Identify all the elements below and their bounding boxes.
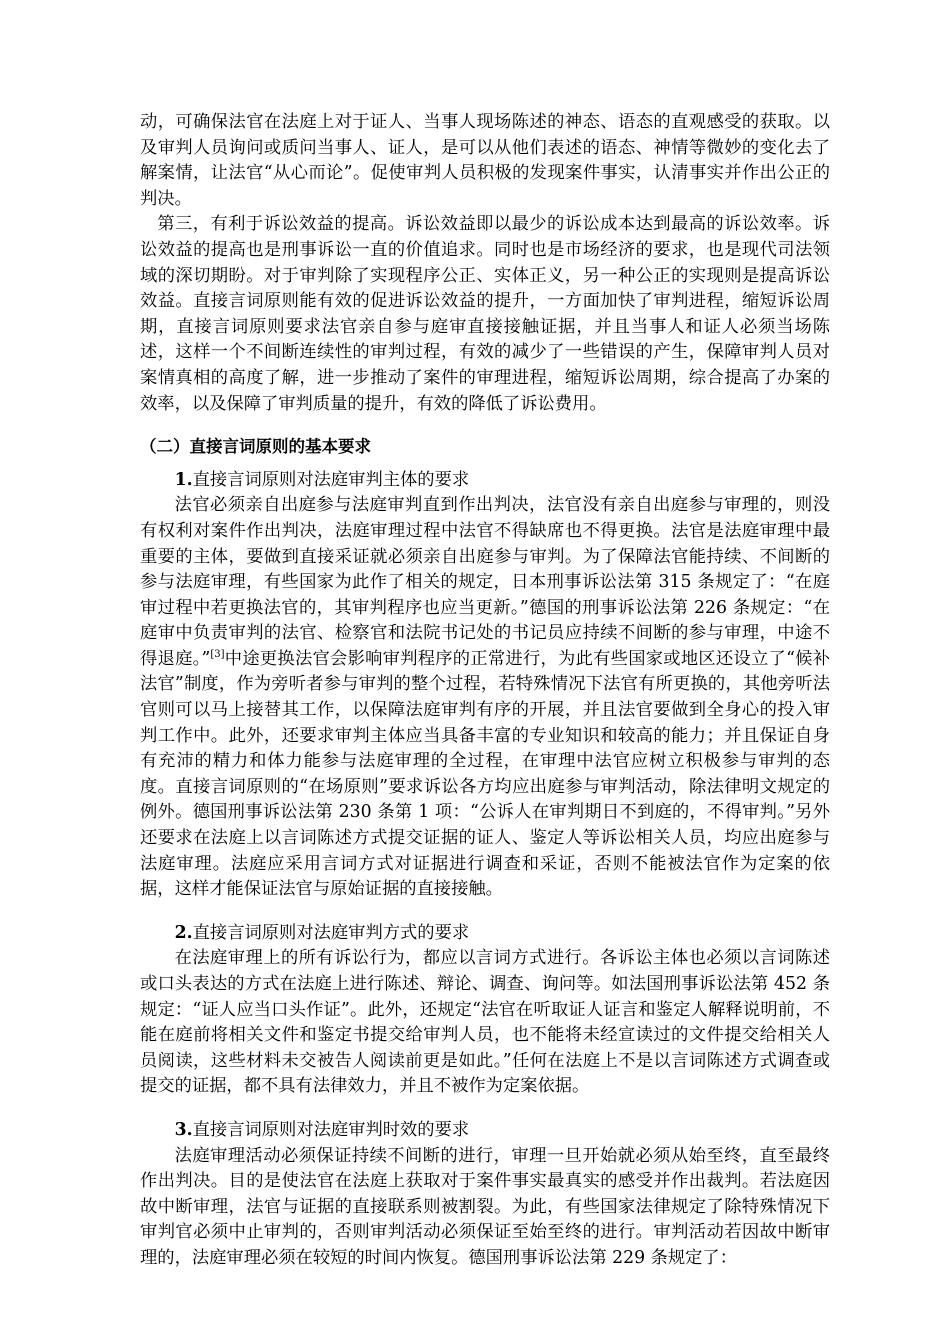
subheading-1-title: 直接言词原则对法庭审判主体的要求 [192,469,470,490]
subheading-3 [140,1118,830,1144]
subheading-2-number: 2. [174,922,193,943]
subheading-3-title: 直接言词原则对法庭审判时效的要求 [192,1119,470,1140]
sub1-body-part-a: 法官必须亲自出庭参与法庭审判直到作出判决，法官没有亲自出庭参与审理的，则没有权利对案件作出判决，法庭审理过程中法官不得缺席也不得更换。法官是法庭审理中最重要的主体，要做到直接采证就必须亲自出庭参与审判。为了保障法官能持续、不间断的参与法庭审理，有些国家为此作了相关的规定，日本刑事诉讼法第 315 条规定了：“在庭审过程中若更换法官的，其审判程序也应当更新。”德国的刑事诉讼法第 226 条规定：“在庭审中负责审判的法官、检察官和法院书记处的书记员应持续不间断的参与审理，中途不得退庭。” [140,495,830,669]
footnote-reference[interactable]: [3] [210,649,225,661]
sub1-body-part-b: 中途更换法官会影响审判程序的正常进行，为此有些国家或地区还设立了“候补法官”制度，作为旁听者参与审判的整个过程，若特殊情况下法官有所更换的，其他旁听法官则可以马上接替其工作，以保障法庭审判有序的开展，并且法官要做到全身心的投入审判工作中。此外，还要求审判主体应当具备丰富的专业知识和较高的能力；并且保证自身有充沛的精力和体力能参与法庭审理的全过程，在审理中法官应树立积极参与审判的态度。直接言词原则的“在场原则”要求诉讼各方均应出庭参与审判活动，除法律明文规定的例外。德国刑事诉讼法第 230 条第 1 项：“公诉人在审判期日不到庭的，不得审判。”另外还要求在法庭上以言词陈述方式提交证据的证人、鉴定人等诉讼相关人员，均应出庭参与法庭审理。法庭应采用言词方式对证据进行调查和采证，否则不能被法官作为定案的依据，这样才能保证法官与原始证据的直接接触。 [140,648,830,900]
section-heading: （二）直接言词原则的基本要求 [140,437,371,457]
paragraph-sub1-body [140,493,830,903]
paragraph-third-point: 第三，有利于诉讼效益的提高。诉讼效益即以最少的诉讼成本达到最高的诉讼效率。诉讼效益的提高也是刑事诉讼一直的价值追求。同时也是市场经济的要求，也是现代司法领域的深切期盼。对于审判除了实现程序公正、实体正义，另一种公正的实现则是提高诉讼效益。直接言词原则能有效的促进诉讼效益的提升，一方面加快了审判进程，缩短诉讼周期，直接言词原则要求法官亲自参与庭审直接接触证据，并且当事人和证人必须当场陈述，这样一个不间断连续性的审判过程，有效的减少了一些错误的产生，保障审判人员对案情真相的高度了解，进一步推动了案件的审理进程，缩短诉讼周期，综合提高了办案的效率，以及保障了审判质量的提升，有效的降低了诉讼费用。 [140,214,830,414]
subheading-2-title: 直接言词原则对法庭审判方式的要求 [192,922,470,943]
document-page [140,110,830,1272]
subheading-3-number: 3. [174,1119,193,1140]
spacer [140,1100,830,1110]
paragraph-sub2-body: 在法庭审理上的所有诉讼行为，都应以言词方式进行。各诉讼主体也必须以言词陈述或口头表达的方式在法庭上进行陈述、辩论、调查、询问等。如法国刑事诉讼法第 452 条规定：“证人应当口头作证”。此外，还规定“法官在听取证人证言和鉴定人解释说明前，不能在庭前将相关文件和鉴定书提交给审判人员，也不能将未经宣读过的文件提交给相关人员阅读，这些材料未交被告人阅读前更是如此。”任何在法庭上不是以言词陈述方式调查或提交的证据，都不具有法律效力，并且不被作为定案依据。 [140,948,830,1097]
subheading-1-number: 1. [174,469,193,490]
spacer [140,903,830,913]
paragraph-sub3-body: 法庭审理活动必须保证持续不间断的进行，审理一旦开始就必须从始至终，直至最终作出判决。目的是使法官在法庭上获取对于案件事实最真实的感受并作出裁判。若法庭因故中断审理，法官与证据的直接联系则被割裂。为此，有些国家法律规定了除特殊情况下审判官必须中止审判的，否则审判活动必须保证至始至终的进行。审判活动若因故中断审理的，法庭审理必须在较短的时间内恢复。德国刑事诉讼法第 229 条规定了： [140,1145,830,1268]
subheading-1 [140,468,830,494]
paragraph-continuation: 动，可确保法官在法庭上对于证人、当事人现场陈述的神态、语态的直观感受的获取。以及审判人员询问或质问当事人、证人，是可以从他们表述的语态、神情等微妙的变化去了解案情，让法官“从心而论”。促使审判人员积极的发现案件事实，认清事实并作出公正的判决。 [140,112,830,209]
subheading-2 [140,921,830,947]
